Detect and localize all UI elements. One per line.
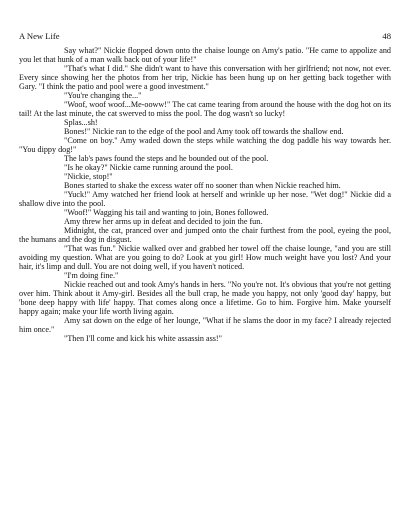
paragraph: "Come on boy." Amy waded down the steps while watching the dog paddle his way towards her. "You dippy dog!" <box>19 136 391 154</box>
paragraph: Bones started to shake the excess water off no sooner than when Nickie reached him. <box>64 181 341 190</box>
paragraph: Amy threw her arms up in defeat and decided to join the fun. <box>64 217 263 226</box>
page-number: 48 <box>382 31 391 41</box>
paragraph: "That's what I did." She didn't want to have this conversation with her girlfriend; not now, not ever. Every since showing her the photos from her trip, Nickie has been hung up on her getting back together with Gary. "I think the patio and pool were a good investment." <box>19 64 391 91</box>
paragraph: "Woof, woof woof...Me-ooww!" The cat came tearing from around the house with the dog hot on its tail! At the last minute, the cat swerved to miss the pool. The dog wasn't so lucky! <box>19 100 391 118</box>
page-body <box>19 46 391 343</box>
paragraph: "I'm doing fine." <box>64 271 119 280</box>
paragraph: "Woof!" Wagging his tail and wanting to join, Bones followed. <box>64 208 269 217</box>
paragraph: Nickie reached out and took Amy's hands in hers. "No you're not. It's obvious that you're not getting over him. Think about it Amy-girl. Besides all the bull crap, he made you happy, not only 'good day' happy, but 'bone deep happy with life' happy. That comes along once a lifetime. Go to him. Forgive him. Make yourself happy again; make your life worth living again. <box>19 280 391 316</box>
paragraph: "Is he okay?" Nickie came running around the pool. <box>64 163 233 172</box>
paragraph: Say what?" Nickie flopped down onto the chaise lounge on Amy's patio. "He came to appolize and you let that hunk of a man walk back out of your life!" <box>19 46 391 64</box>
paragraph: Splas...sh! <box>64 118 98 127</box>
paragraph: "That was fun." Nickie walked over and grabbed her towel off the chaise lounge, "and you are still avoiding my question. What are you going to do? Look at you girl! How much weight have you lost? And your hair, it's limp and dull. You are not doing well, if you haven't noticed. <box>19 244 391 271</box>
paragraph: "Nickie, stop!" <box>64 172 113 181</box>
paragraph: "You're changing the..." <box>64 91 142 100</box>
paragraph: Bones!" Nickie ran to the edge of the pool and Amy took off towards the shallow end. <box>64 127 344 136</box>
paragraph: "Yuck!" Amy watched her friend look at herself and wrinkle up her nose. "Wet dog!" Nickie did a shallow dive into the pool. <box>19 190 391 208</box>
paragraph: The lab's paws found the steps and he bounded out of the pool. <box>64 154 269 163</box>
paragraph: "Then I'll come and kick his white assassin ass!" <box>64 334 222 343</box>
book-title: A New Life <box>19 31 60 41</box>
running-header <box>19 31 391 41</box>
paragraph: Midnight, the cat, pranced over and jumped onto the chair furthest from the pool, eyeing the pool, the humans and the dog in disgust. <box>19 226 391 244</box>
paragraph: Amy sat down on the edge of her lounge, "What if he slams the door in my face? I already rejected him once." <box>19 316 391 334</box>
